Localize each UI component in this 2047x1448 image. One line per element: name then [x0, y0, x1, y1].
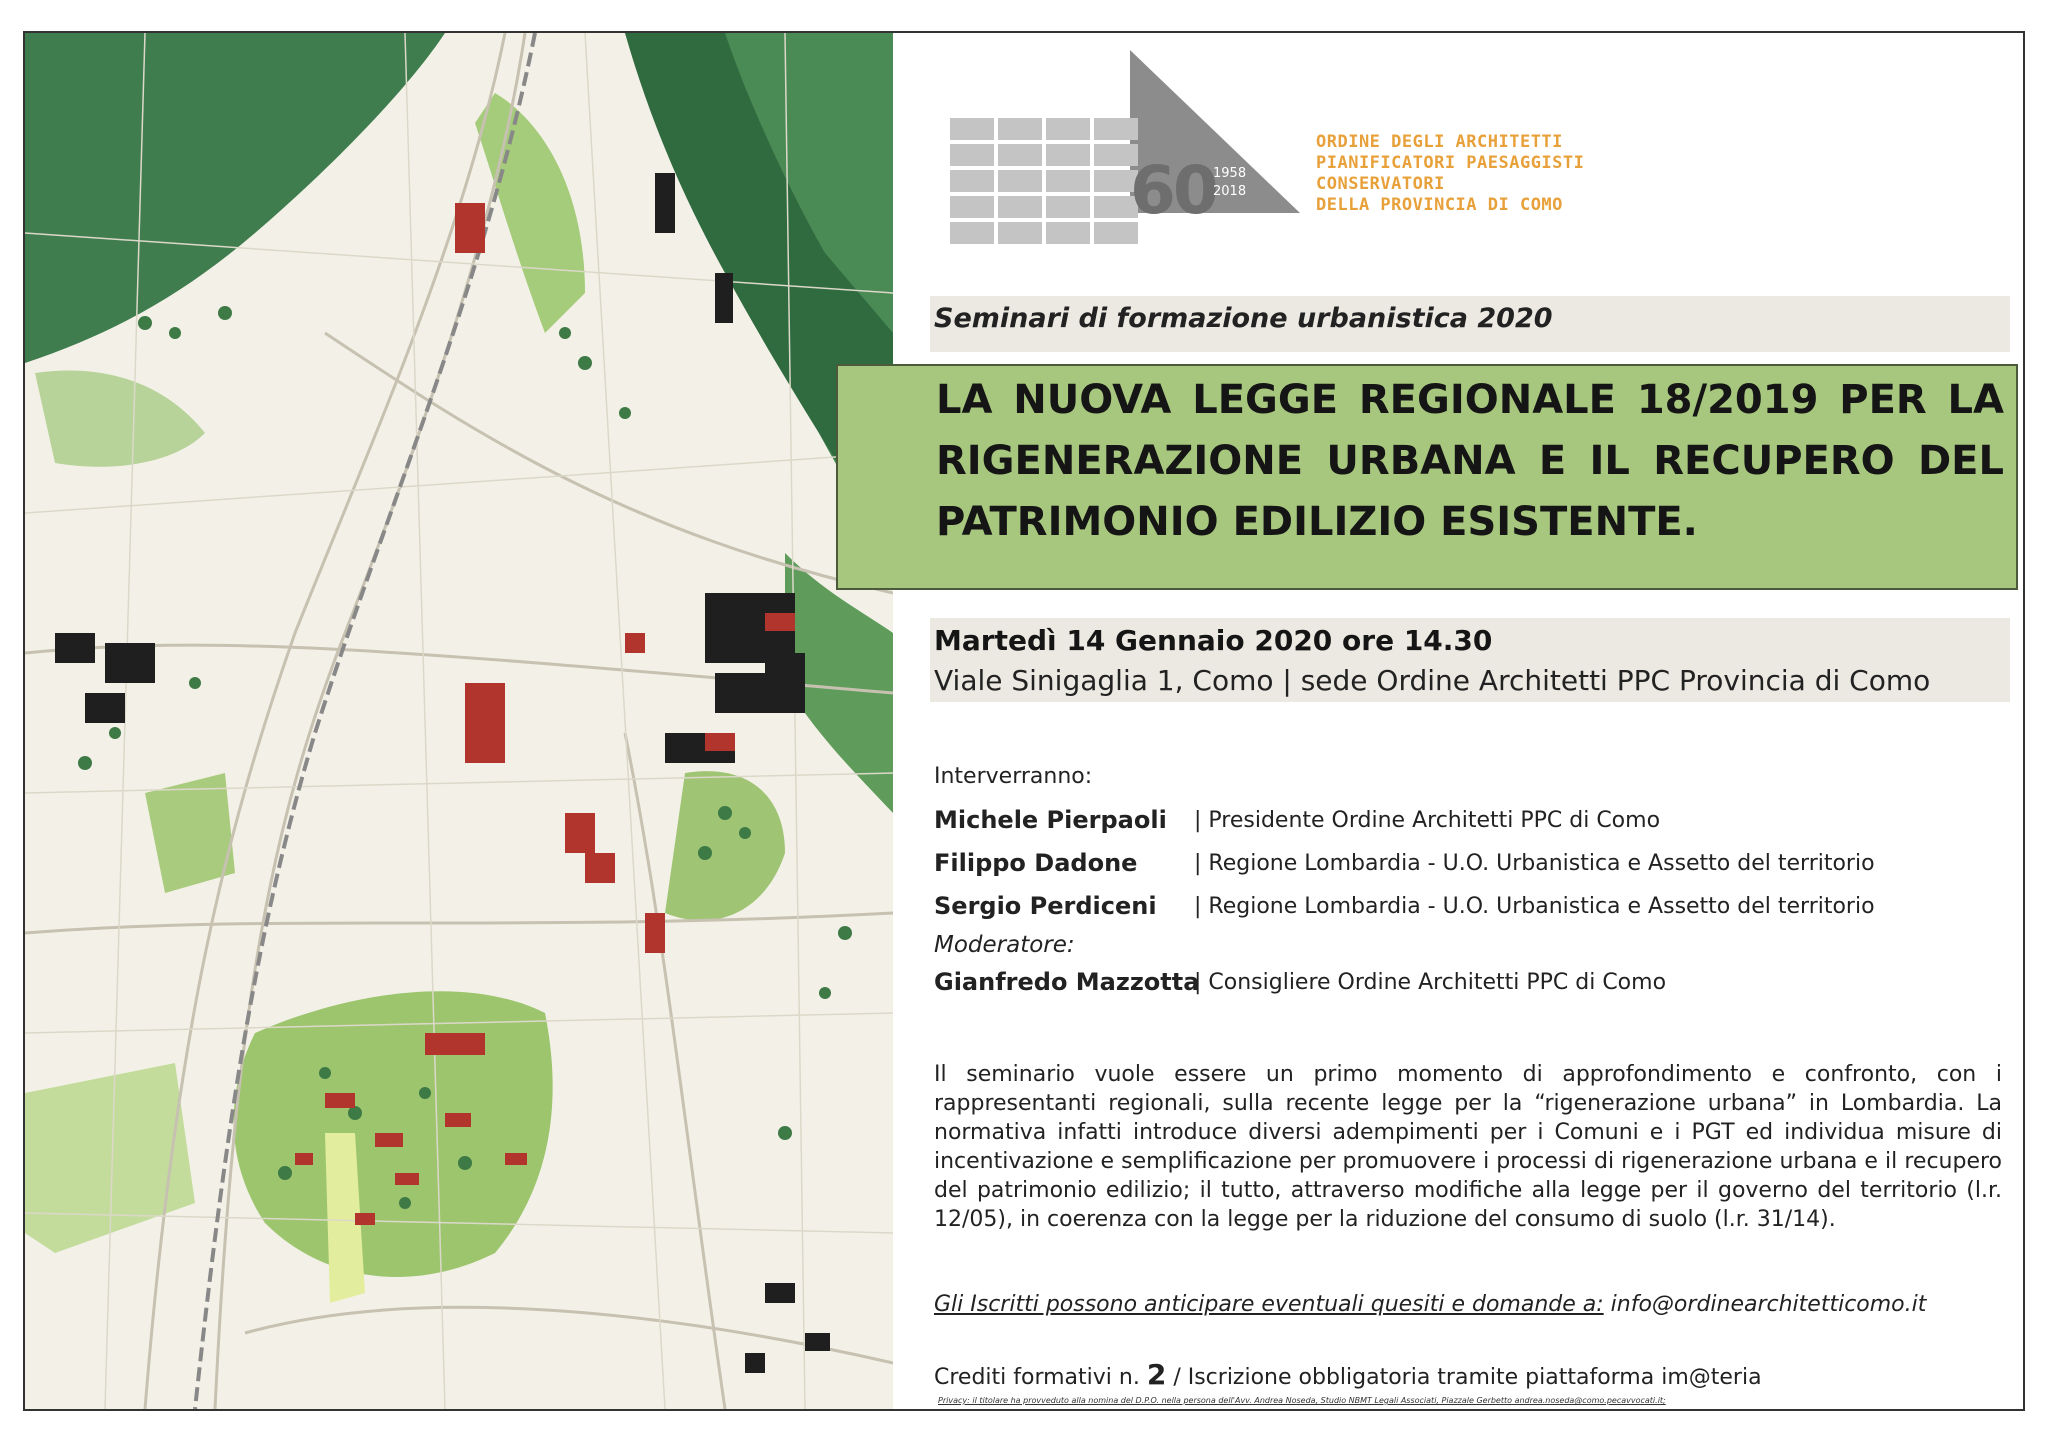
credits-number: 2: [1146, 1358, 1167, 1391]
organization-line: DELLA PROVINCIA DI COMO: [1316, 195, 1563, 215]
credits-prefix: Crediti formativi n.: [934, 1365, 1140, 1390]
speaker-name: Michele Pierpaoli: [934, 806, 1167, 834]
seminar-description: Il seminario vuole essere un primo momento di approfondimento e confronto, con i rappresentanti regionali, sulla recente legge per la “rigenerazione urbana” in Lombardia. La normativa infatti introduce diversi adempimenti per i Comuni e i PGT ed individua misure di incentivazione e semplificazione per promuovere i processi di rigenerazione urbana e il recupero del patrimonio edilizio; il tutto, attraverso modifiche alla legge per il governo del territorio (l.r. 12/05), in coerenza con la legge per la riduzione del consumo di suolo (l.r. 31/14).: [934, 1062, 2002, 1232]
event-venue: Viale Sinigaglia 1, Como | sede Ordine Architetti PPC Provincia di Como: [934, 664, 1931, 697]
moderator-role: | Consigliere Ordine Architetti PPC di Como: [1194, 970, 1667, 995]
contact-email-link[interactable]: info@ordinearchitetticomo.it: [1610, 1292, 1927, 1317]
questions-note-text: Gli Iscritti possono anticipare eventuali quesiti e domande a:: [934, 1292, 1604, 1317]
moderator-name: Gianfredo Mazzotta: [934, 968, 1200, 996]
privacy-note: Privacy: il titolare ha provveduto alla nomina del D.P.O. nella persona dell'Avv. Andrea Noseda, Studio NBMT Legali Associati, Piazzale Gerbetto andrea.noseda@como.pecavvocati.it;: [938, 1396, 1666, 1405]
speaker-role: | Regione Lombardia - U.O. Urbanistica e Assetto del territorio: [1194, 851, 1875, 876]
anniversary-year-end: 2018: [1213, 184, 1247, 199]
anniversary-year-start: 1958: [1213, 166, 1247, 181]
series-title: Seminari di formazione urbanistica 2020: [934, 303, 1553, 334]
speaker-name: Sergio Perdiceni: [934, 892, 1157, 920]
organization-line: ORDINE DEGLI ARCHITETTI: [1316, 132, 1563, 152]
urban-map-image: [25, 33, 893, 1409]
organization-name: [1316, 132, 1584, 216]
seminar-title: LA NUOVA LEGGE REGIONALE 18/2019 PER LA RIGENERAZIONE URBANA E IL RECUPERO DEL PATRIMONIO EDILIZIO ESISTENTE.: [936, 377, 2004, 545]
anniversary-number: 60: [1130, 152, 1216, 229]
credits-suffix: / Iscrizione obbligatoria tramite piattaforma im@teria: [1173, 1365, 1762, 1390]
organization-line: CONSERVATORI: [1316, 174, 1445, 194]
organization-line: PIANIFICATORI PAESAGGISTI: [1316, 153, 1585, 173]
event-date: Martedì 14 Gennaio 2020 ore 14.30: [934, 624, 1493, 657]
speaker-name: Filippo Dadone: [934, 849, 1138, 877]
speaker-role: | Regione Lombardia - U.O. Urbanistica e Assetto del territorio: [1194, 894, 1875, 919]
speaker-role: | Presidente Ordine Architetti PPC di Como: [1194, 808, 1661, 833]
questions-note: [934, 1292, 1926, 1317]
moderator-label: Moderatore:: [934, 932, 1075, 958]
speakers-label: Interverranno:: [934, 764, 1093, 789]
credits-line: [934, 1358, 1762, 1391]
